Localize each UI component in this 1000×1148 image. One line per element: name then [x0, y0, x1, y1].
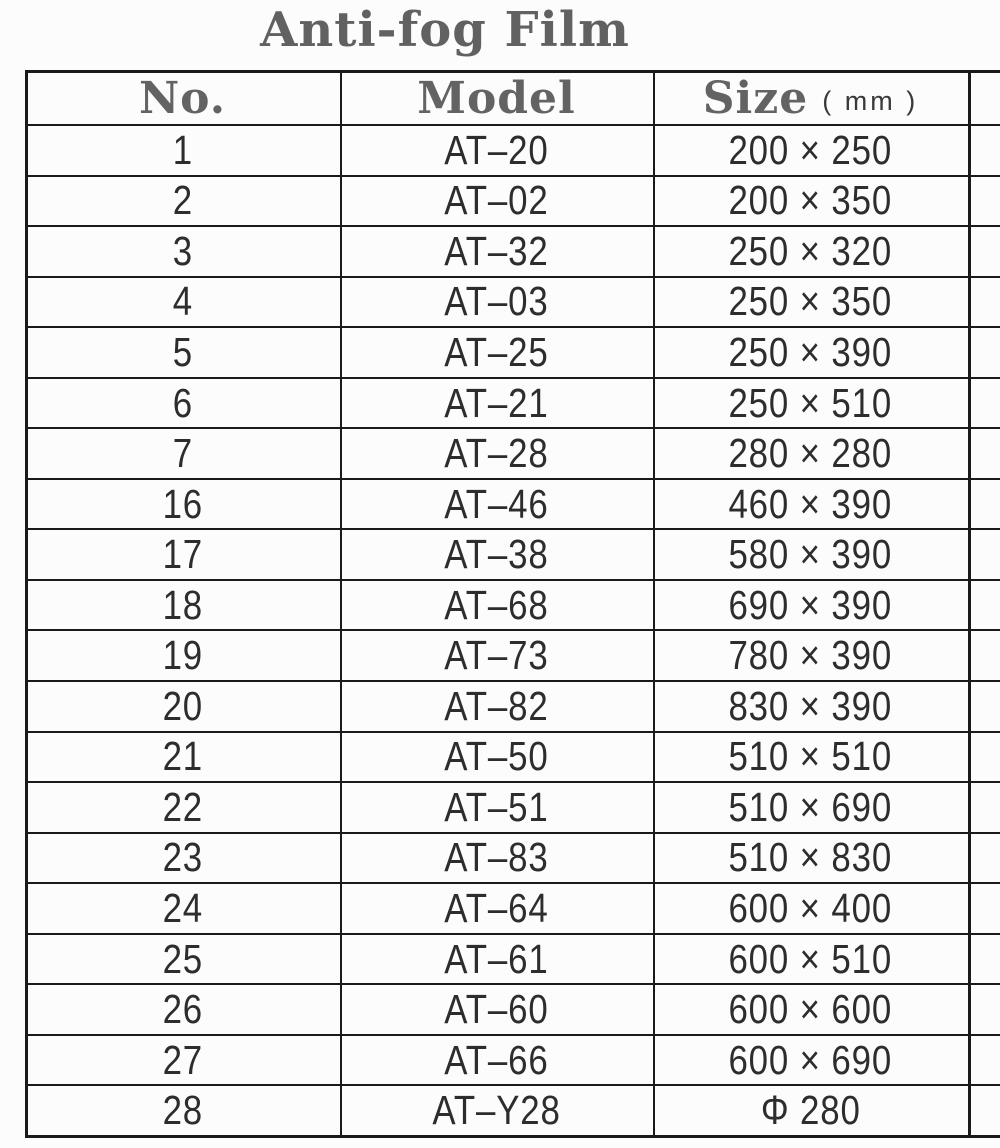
- model-cell: [340, 733, 653, 782]
- model-value: AT–50: [444, 733, 549, 780]
- table-row: [25, 631, 1000, 682]
- size-cell: [653, 682, 968, 731]
- table-row: [25, 935, 1000, 986]
- table-row: [25, 884, 1000, 935]
- size-value: Φ 280: [760, 1087, 861, 1134]
- size-cell: [653, 429, 968, 478]
- size-cell: [653, 227, 968, 276]
- no-cell: [25, 1036, 340, 1085]
- model-value: AT–Y28: [432, 1087, 561, 1134]
- size-value: 510 × 510: [728, 733, 893, 780]
- no-value: 17: [162, 531, 203, 578]
- size-cell: [653, 783, 968, 832]
- table-row: [25, 480, 1000, 531]
- size-value: 600 × 600: [728, 986, 893, 1033]
- size-value: 200 × 350: [728, 177, 893, 224]
- row-edge-spacer: [968, 783, 1000, 832]
- table-row: [25, 429, 1000, 480]
- model-cell: [340, 682, 653, 731]
- row-edge-spacer: [968, 278, 1000, 327]
- size-value: 600 × 400: [728, 884, 893, 931]
- row-edge-spacer: [968, 985, 1000, 1034]
- no-cell: [25, 733, 340, 782]
- size-value: 200 × 250: [728, 126, 893, 173]
- model-cell: [340, 429, 653, 478]
- size-cell: [653, 884, 968, 933]
- size-value: 250 × 390: [728, 328, 893, 375]
- no-cell: [25, 1086, 340, 1135]
- page-title: Anti-fog Film: [260, 2, 630, 58]
- model-cell: [340, 985, 653, 1034]
- row-edge-spacer: [968, 177, 1000, 226]
- column-header-no: No.: [138, 73, 227, 124]
- no-cell: [25, 530, 340, 579]
- model-cell: [340, 177, 653, 226]
- size-cell: [653, 631, 968, 680]
- row-edge-spacer: [968, 530, 1000, 579]
- size-cell: [653, 126, 968, 175]
- no-value: 4: [172, 278, 193, 325]
- table-right-border-line: [968, 73, 971, 1135]
- row-edge-spacer: [968, 227, 1000, 276]
- no-cell: [25, 783, 340, 832]
- no-value: 16: [162, 480, 203, 527]
- no-cell: [25, 278, 340, 327]
- size-cell: [653, 530, 968, 579]
- no-cell: [25, 631, 340, 680]
- no-cell: [25, 884, 340, 933]
- model-cell: [340, 227, 653, 276]
- size-cell: [653, 480, 968, 529]
- table-header-row: [25, 73, 1000, 126]
- row-edge-spacer: [968, 733, 1000, 782]
- no-value: 7: [172, 430, 193, 477]
- model-cell: [340, 834, 653, 883]
- model-value: AT–03: [444, 278, 549, 325]
- size-value: 690 × 390: [728, 581, 893, 628]
- model-cell: [340, 379, 653, 428]
- size-cell: [653, 1086, 968, 1135]
- model-value: AT–64: [444, 884, 549, 931]
- size-value: 280 × 280: [728, 430, 893, 477]
- no-value: 6: [172, 379, 193, 426]
- size-cell: [653, 328, 968, 377]
- row-edge-spacer: [968, 581, 1000, 630]
- size-value: 830 × 390: [728, 682, 893, 729]
- size-cell: [653, 177, 968, 226]
- model-value: AT–68: [444, 581, 549, 628]
- model-value: AT–73: [444, 632, 549, 679]
- model-cell: [340, 278, 653, 327]
- no-cell: [25, 429, 340, 478]
- model-cell: [340, 480, 653, 529]
- size-cell: [653, 278, 968, 327]
- table-row: [25, 985, 1000, 1036]
- size-value: 510 × 830: [728, 834, 893, 881]
- model-cell: [340, 783, 653, 832]
- table-row: [25, 126, 1000, 177]
- size-cell: [653, 935, 968, 984]
- model-value: AT–60: [444, 986, 549, 1033]
- row-edge-spacer: [968, 328, 1000, 377]
- model-value: AT–25: [444, 328, 549, 375]
- model-value: AT–28: [444, 430, 549, 477]
- row-edge-spacer: [968, 1086, 1000, 1135]
- table-row: [25, 530, 1000, 581]
- row-edge-spacer: [968, 935, 1000, 984]
- no-cell: [25, 126, 340, 175]
- size-value: 250 × 350: [728, 278, 893, 325]
- size-value: 250 × 320: [728, 227, 893, 274]
- size-value: 510 × 690: [728, 783, 893, 830]
- table-row: [25, 328, 1000, 379]
- table-row: [25, 177, 1000, 228]
- size-unit-label: ( mm ): [822, 86, 919, 116]
- row-edge-spacer: [968, 682, 1000, 731]
- model-value: AT–38: [444, 531, 549, 578]
- column-header-size: [653, 73, 968, 124]
- model-value: AT–02: [444, 177, 549, 224]
- model-cell: [340, 530, 653, 579]
- no-value: 5: [172, 328, 193, 375]
- row-edge-spacer: [968, 480, 1000, 529]
- model-value: AT–20: [444, 126, 549, 173]
- table-row: [25, 278, 1000, 329]
- no-value: 21: [162, 733, 203, 780]
- size-label: Size: [702, 73, 809, 124]
- no-cell: [25, 177, 340, 226]
- row-edge-spacer: [968, 884, 1000, 933]
- no-value: 19: [162, 632, 203, 679]
- model-value: AT–66: [444, 1036, 549, 1083]
- no-cell: [25, 480, 340, 529]
- model-value: AT–83: [444, 834, 549, 881]
- model-cell: [340, 884, 653, 933]
- table-row: [25, 581, 1000, 632]
- table-column-divider-2: [653, 73, 655, 1135]
- no-value: 20: [162, 682, 203, 729]
- no-cell: [25, 379, 340, 428]
- table-row: [25, 783, 1000, 834]
- size-value: 580 × 390: [728, 531, 893, 578]
- table-left-border-line: [25, 73, 28, 1135]
- no-value: 22: [162, 783, 203, 830]
- size-cell: [653, 834, 968, 883]
- no-value: 1: [172, 126, 193, 173]
- model-cell: [340, 1036, 653, 1085]
- model-cell: [340, 1086, 653, 1135]
- no-cell: [25, 834, 340, 883]
- row-edge-spacer: [968, 429, 1000, 478]
- model-value: AT–61: [444, 935, 549, 982]
- no-value: 3: [172, 227, 193, 274]
- model-value: AT–82: [444, 682, 549, 729]
- size-cell: [653, 733, 968, 782]
- table-row: [25, 834, 1000, 885]
- size-value: 780 × 390: [728, 632, 893, 679]
- no-value: 2: [172, 177, 193, 224]
- table-row: [25, 1086, 1000, 1135]
- size-cell: [653, 581, 968, 630]
- no-cell: [25, 985, 340, 1034]
- size-cell: [653, 379, 968, 428]
- no-value: 18: [162, 581, 203, 628]
- model-value: AT–51: [444, 783, 549, 830]
- row-edge-spacer: [968, 1036, 1000, 1085]
- size-value: 600 × 510: [728, 935, 893, 982]
- size-value: 600 × 690: [728, 1036, 893, 1083]
- no-value: 26: [162, 986, 203, 1033]
- model-value: AT–32: [444, 227, 549, 274]
- no-value: 27: [162, 1036, 203, 1083]
- product-spec-table: [25, 70, 1000, 1138]
- model-cell: [340, 126, 653, 175]
- model-value: AT–21: [444, 379, 549, 426]
- table-row: [25, 227, 1000, 278]
- size-value: 460 × 390: [728, 480, 893, 527]
- row-edge-spacer: [968, 126, 1000, 175]
- table-row: [25, 379, 1000, 430]
- no-value: 25: [162, 935, 203, 982]
- no-cell: [25, 227, 340, 276]
- size-cell: [653, 1036, 968, 1085]
- table-column-divider-1: [340, 73, 342, 1135]
- size-value: 250 × 510: [728, 379, 893, 426]
- model-cell: [340, 581, 653, 630]
- model-cell: [340, 631, 653, 680]
- row-edge-spacer: [968, 834, 1000, 883]
- no-cell: [25, 328, 340, 377]
- no-value: 28: [162, 1087, 203, 1134]
- no-cell: [25, 682, 340, 731]
- model-cell: [340, 328, 653, 377]
- table-row: [25, 682, 1000, 733]
- row-edge-spacer: [968, 631, 1000, 680]
- table-row: [25, 733, 1000, 784]
- header-edge-spacer: [968, 73, 1000, 124]
- no-value: 24: [162, 884, 203, 931]
- column-header-model: Model: [417, 73, 576, 124]
- table-row: [25, 1036, 1000, 1087]
- no-value: 23: [162, 834, 203, 881]
- no-cell: [25, 935, 340, 984]
- model-value: AT–46: [444, 480, 549, 527]
- row-edge-spacer: [968, 379, 1000, 428]
- size-cell: [653, 985, 968, 1034]
- no-cell: [25, 581, 340, 630]
- model-cell: [340, 935, 653, 984]
